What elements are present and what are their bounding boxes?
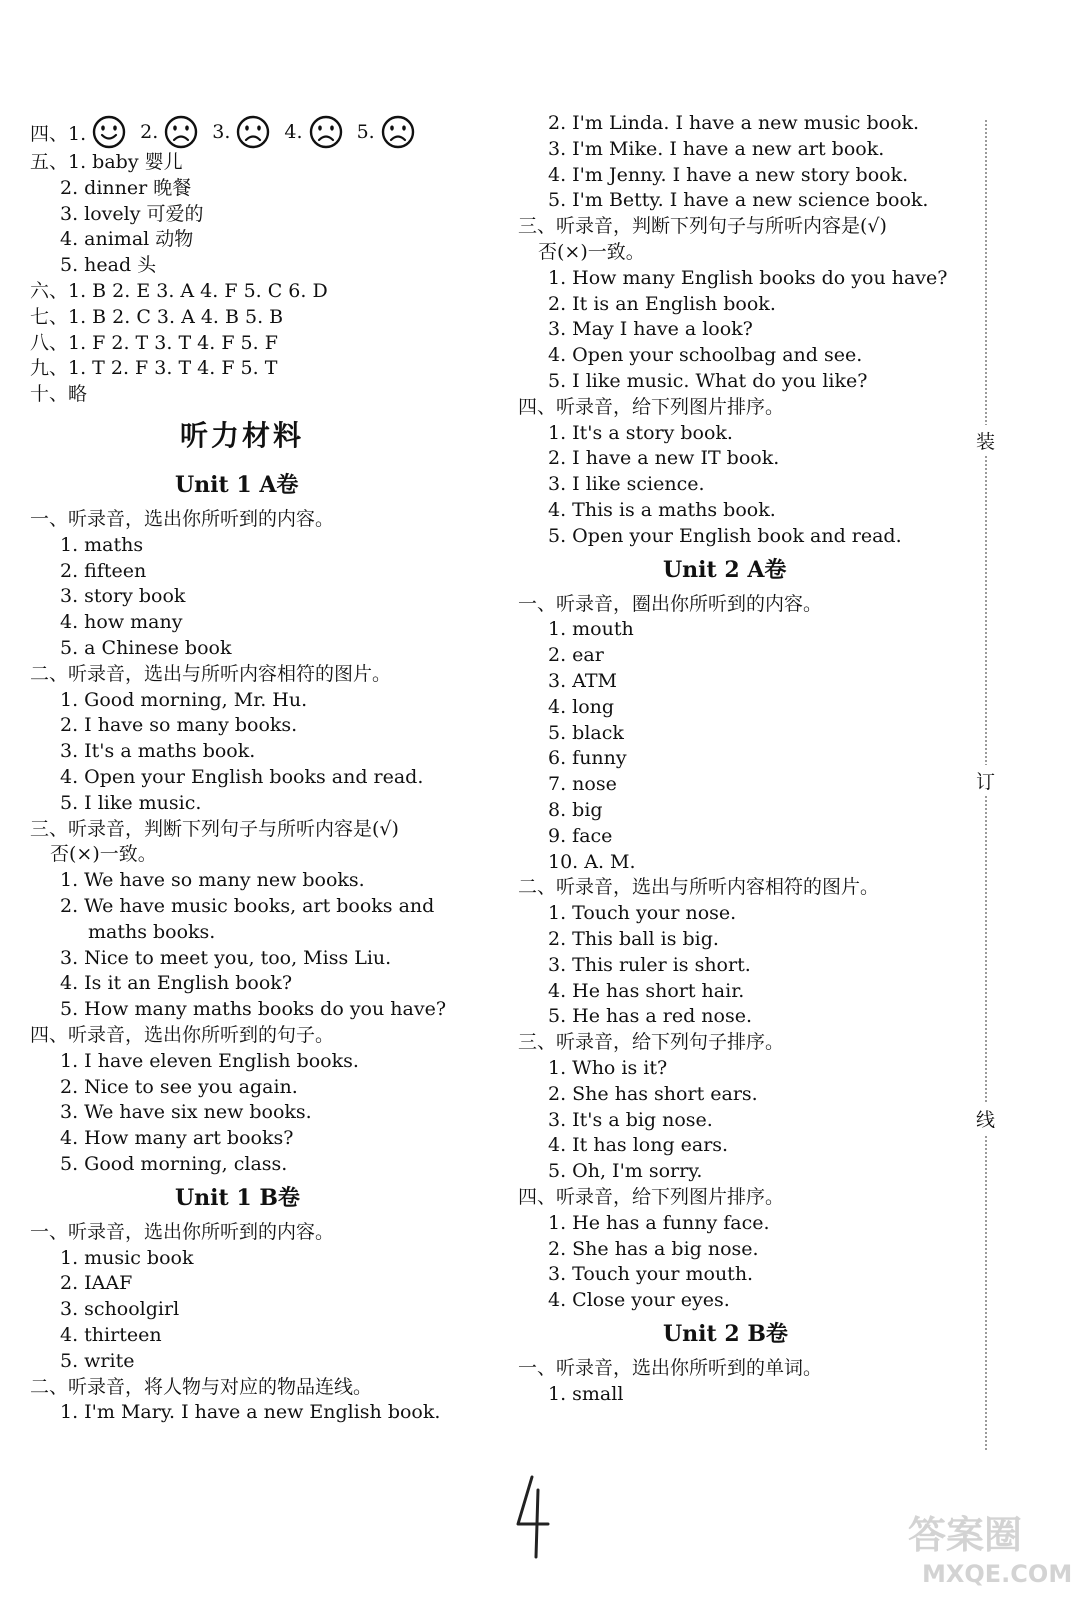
answer-line: 十、略 [30,383,88,406]
binding-mark-zhuang: 装 [976,425,995,456]
list-item-cont: maths books. [88,920,216,943]
listening-title: 听力材料 [180,419,305,452]
list-item: 5. write [60,1349,135,1372]
list-item: 2. IAAF [60,1272,133,1295]
list-item: 3. story book [60,585,186,608]
list-item: 5. a Chinese book [60,637,232,659]
list-item: 2. fifteen [60,559,147,582]
sad-face-icon [309,115,343,149]
section-instruction: 二、听录音，选出与所听内容相符的图片。 [30,662,392,685]
list-item: 1. Who is it? [548,1057,668,1079]
unit-heading: Unit 1 B卷 [175,1184,300,1211]
answer-line: 4. animal 动物 [60,228,194,251]
section-instruction: 一、听录音，选出你所听到的内容。 [30,508,335,530]
list-item: 3. schoolgirl [60,1298,180,1321]
answer-line: 2. dinner 晚餐 [60,176,192,199]
list-item: 4. how many [60,611,183,634]
list-item: 1. Good morning, Mr. Hu. [60,688,308,711]
list-item: 1. He has a funny face. [548,1211,770,1234]
watermark-logo [900,1500,1080,1590]
answer-line: 3. lovely 可爱的 [60,202,204,225]
list-item: 3. Nice to meet you, too, Miss Liu. [60,946,392,969]
list-item: 10. A. M. [548,850,636,873]
list-item: 2. We have music books, art books and [60,895,435,917]
svg-text:答案圈: 答案圈 [908,1513,1023,1557]
list-item: 5. black [548,721,624,744]
list-item: 1. mouth [548,618,634,641]
list-item: 4. Close your eyes. [548,1289,730,1312]
list-item: 1. We have so many new books. [60,869,365,892]
list-item: 3. It's a big nose. [548,1108,713,1131]
list-item: 3. I'm Mike. I have a new art book. [548,137,885,160]
faces-item-number: 5. [356,121,375,143]
list-item: 4. It has long ears. [548,1134,729,1157]
list-item: 2. I have so many books. [60,714,298,737]
sad-face-icon [164,115,198,149]
section-instruction: 四、听录音，给下列图片排序。 [518,1186,785,1208]
answer-line: 5. head 头 [60,254,157,277]
list-item: 1. Touch your nose. [548,902,737,925]
list-item: 5. Good morning, class. [60,1153,288,1175]
faces-item-number: 3. [212,121,231,143]
list-item: 4. He has short hair. [548,979,745,1002]
list-item: 1. How many English books do you have? [548,266,948,289]
answer-line: 五、1. baby 婴儿 [30,151,183,173]
list-item: 4. This is a maths book. [548,499,776,521]
list-item: 2. It is an English book. [548,292,776,315]
faces-item-number: 4. [284,121,303,143]
answer-line: 七、1. B 2. C 3. A 4. B 5. B [30,305,284,328]
answer-line: 六、1. B 2. E 3. A 4. F 5. C 6. D [30,280,328,302]
list-item: 5. I'm Betty. I have a new science book. [548,189,929,212]
list-item: 4. thirteen [60,1324,162,1346]
list-item: 2. Nice to see you again. [60,1075,298,1098]
faces-item-number: 2. [140,121,159,143]
list-item: 7. nose [548,773,617,796]
list-item: 8. big [548,799,603,821]
list-item: 4. How many art books? [60,1127,294,1150]
sad-face-icon [236,115,270,149]
section-instruction: 三、听录音，判断下列句子与所听内容是(√) [518,215,887,238]
section-instruction: 四、听录音，给下列图片排序。 [518,395,785,418]
list-item: 3. I like science. [548,473,705,496]
list-item: 2. ear [548,644,604,667]
list-item: 1. I have eleven English books. [60,1049,359,1072]
section-instruction: 一、听录音，圈出你所听到的内容。 [518,592,823,615]
list-item: 5. Oh, I'm sorry. [548,1160,703,1183]
list-item: 6. funny [548,747,627,770]
happy-face-icon [92,115,126,149]
list-item: 2. This ball is big. [548,928,719,950]
list-item: 5. How many maths books do you have? [60,998,447,1021]
section-instruction-cont: 否(×)一致。 [50,843,157,866]
list-item: 1. small [548,1382,624,1405]
list-item: 2. I have a new IT book. [548,447,780,470]
list-item: 3. This ruler is short. [548,953,751,976]
list-item: 3. Touch your mouth. [548,1263,754,1286]
binding-mark-xian: 线 [976,1103,995,1134]
binding-mark-ding: 订 [976,765,995,796]
list-item: 4. Is it an English book? [60,972,293,995]
answer-line: 八、1. F 2. T 3. T 4. F 5. F [30,331,278,354]
section-instruction: 三、听录音，判断下列句子与所听内容是(√) [30,817,399,840]
sad-face-icon [381,115,415,149]
section-instruction: 二、听录音，选出与所听内容相符的图片。 [518,876,880,899]
list-item: 5. I like music. What do you like? [548,370,868,392]
handwritten-page-number [512,1472,552,1562]
list-item: 2. She has a big nose. [548,1237,759,1260]
faces-label: 四、1. [30,122,87,145]
list-item: 1. I'm Mary. I have a new English book. [60,1401,441,1424]
list-item: 4. long [548,695,615,718]
list-item: 3. It's a maths book. [60,740,256,763]
list-item: 4. Open your English books and read. [60,766,424,788]
list-item: 2. I'm Linda. I have a new music book. [548,112,920,134]
answer-line: 九、1. T 2. F 3. T 4. F 5. T [30,357,278,380]
list-item: 5. He has a red nose. [548,1005,752,1028]
list-item: 9. face [548,824,613,847]
list-item: 3. We have six new books. [60,1101,312,1124]
list-item: 5. I like music. [60,791,202,814]
section-instruction: 三、听录音，给下列句子排序。 [518,1031,785,1054]
section-instruction: 一、听录音，选出你所听到的单词。 [518,1357,823,1379]
list-item: 1. It's a story book. [548,421,733,444]
list-item: 4. Open your schoolbag and see. [548,344,863,367]
section-instruction: 二、听录音，将人物与对应的物品连线。 [30,1375,373,1398]
unit-heading: Unit 2 A卷 [663,556,787,583]
list-item: 1. maths [60,533,144,556]
faces-answer-row [30,114,415,150]
list-item: 3. ATM [548,670,617,692]
section-instruction: 一、听录音，选出你所听到的内容。 [30,1220,335,1243]
list-item: 2. She has short ears. [548,1082,758,1105]
svg-text:MXQE.COM: MXQE.COM [922,1560,1073,1588]
list-item: 5. Open your English book and read. [548,524,902,547]
section-instruction-cont: 否(×)一致。 [538,241,645,263]
unit-heading: Unit 2 B卷 [663,1321,788,1347]
list-item: 4. I'm Jenny. I have a new story book. [548,163,909,186]
list-item: 1. music book [60,1246,194,1269]
list-item: 3. May I have a look? [548,318,753,341]
section-instruction: 四、听录音，选出你所听到的句子。 [30,1024,335,1046]
unit-heading: Unit 1 A卷 [175,472,299,498]
